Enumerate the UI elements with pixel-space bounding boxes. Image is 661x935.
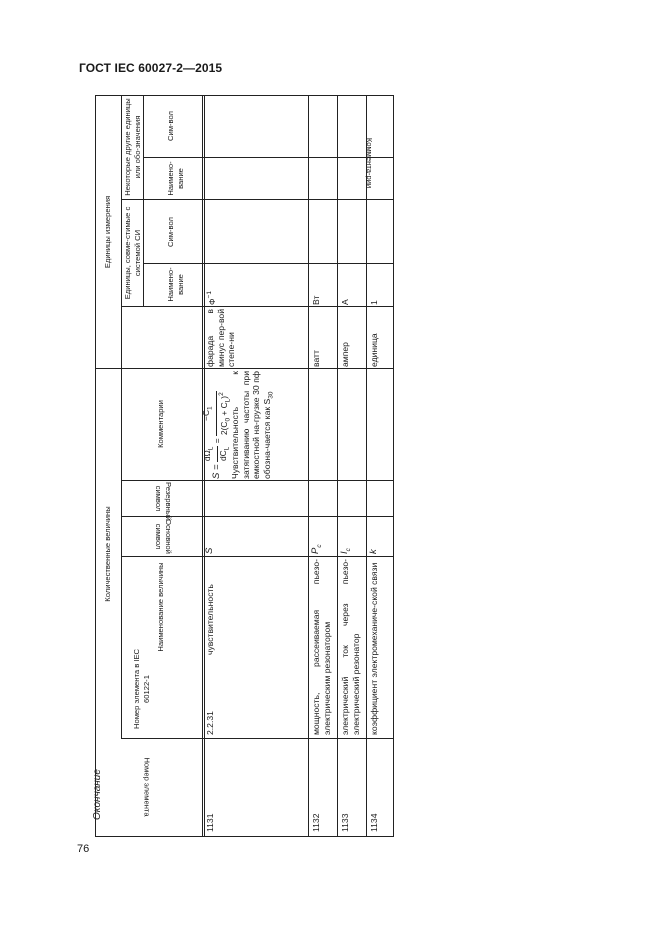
header-units: Единицы измерения — [103, 195, 112, 269]
frac2-denominator-sub0: 0 — [224, 417, 232, 422]
header-element-number: Номер элемента — [142, 757, 152, 817]
header-si-unit-symbol: Сим-вол — [166, 217, 175, 247]
header-main-symbol: Основной символ — [154, 519, 173, 554]
header-other-unit-symbol: Сим-вол — [166, 111, 175, 141]
header-other-units: Некоторые другие единицы или обо-значения — [123, 98, 142, 196]
table-row-1133-quantity-name: электрический ток через пьезо-электрический резонатор — [340, 559, 361, 735]
header-iec-number: Номер элемента в IEC 60122-1 — [132, 649, 151, 730]
table-row-1133-si-unit-name: ампер — [340, 342, 350, 367]
column-divider — [121, 306, 394, 307]
main-symbol-sub: c — [315, 544, 323, 548]
column-divider — [121, 480, 394, 481]
table-row-1133-si-unit-symbol: А — [340, 299, 350, 305]
header-quantities: Количественные величины — [103, 506, 112, 602]
table-row-1132-si-unit-symbol: Вт — [311, 295, 321, 305]
table-row-1131-si-unit-name: фарада в минус пер-вой степе-ни — [205, 309, 236, 367]
table-row-1134-quantity-name: коэффициент электромеханиче-ской связи — [369, 562, 379, 735]
column-divider — [121, 199, 394, 200]
table-row-1132-main-symbol — [311, 519, 325, 554]
formula-fraction-2 — [201, 391, 233, 436]
header-si-unit-name: Наимено-вание — [166, 267, 185, 302]
table-row-1132-element-number: 1132 — [311, 813, 321, 832]
frac2-denominator-sup: 2 — [217, 392, 225, 396]
formula-equals: = — [212, 438, 222, 444]
main-symbol: P — [310, 547, 321, 554]
table-row-1131-si-unit-symbol — [205, 265, 217, 305]
comment-text-sub: 30 — [267, 391, 275, 399]
header-quantity-name: Наименование величины — [156, 562, 165, 652]
main-symbol: I — [339, 551, 350, 554]
column-divider — [121, 738, 394, 739]
row-divider — [337, 95, 338, 836]
group-divider — [96, 368, 394, 369]
frac1-numerator-sub: L — [207, 446, 215, 451]
header-comments: Комментарии — [156, 400, 165, 448]
header-other-unit-name: Наимено-вание — [166, 161, 185, 196]
table-row-1133-main-symbol — [340, 519, 354, 554]
table-row-1131-quantity-name: чувствительность — [205, 584, 215, 655]
formula-lhs: S = — [211, 464, 222, 479]
table-row-1131-formula — [200, 369, 232, 479]
table-row-1131-element-number: 1131 — [205, 813, 215, 832]
si-unit-symbol: Ф — [206, 298, 217, 305]
column-divider — [121, 556, 394, 557]
table-row-1132-si-unit-name: ватт — [311, 350, 321, 367]
header-divider — [143, 95, 144, 307]
table-row-1134-element-number: 1134 — [369, 813, 379, 832]
table-row-1132-quantity-name: мощность, рассеиваемая пьезо-электрическим резонатором — [311, 559, 332, 735]
page-number: 76 — [77, 843, 90, 855]
formula-fraction-1 — [202, 446, 232, 463]
header-reserve-symbol: Резервный символ — [154, 482, 173, 521]
row-divider — [308, 95, 309, 836]
frac2-denominator-subL: L — [224, 398, 232, 403]
si-unit-symbol-sup: −1 — [206, 291, 213, 299]
frac2-denominator-end: ) — [218, 395, 229, 399]
units-table — [95, 95, 394, 837]
table-row-1131-comment — [230, 371, 277, 479]
frac1-numerator: dΩ — [201, 450, 212, 462]
main-symbol-sub: c — [344, 548, 352, 552]
comment-text: Чувствительность к затягиванию частоты при емкостной на-грузке 30 пф обозна-чается как S — [230, 371, 272, 479]
header-si-units: Единицы, совме-стимые с системой СИ — [123, 206, 142, 300]
standard-title: ГОСТ IEC 60027-2—2015 — [79, 61, 223, 75]
header-divider — [121, 95, 122, 739]
frac2-denominator-mid: + C — [218, 402, 229, 418]
frac1-denominator: dC — [217, 450, 228, 462]
table-row-1133-element-number: 1133 — [340, 813, 350, 832]
table-row-1134-si-unit-name: единица — [369, 333, 379, 367]
frac2-numerator: −C — [200, 409, 211, 421]
frac2-numerator-sub: 1 — [206, 406, 214, 410]
table-row-1134-main-symbol: k — [368, 549, 379, 554]
continuation-label: Окончание — [92, 769, 103, 820]
frac2-denominator: 2(C — [218, 421, 229, 436]
table-row-1131-iec-number: 2.2.31 — [205, 711, 215, 735]
column-divider — [121, 516, 394, 517]
table-row-1134-si-unit-symbol: 1 — [369, 300, 379, 305]
table-row-1131-main-symbol: S — [204, 547, 215, 554]
header-unit-comments: Коммента-рии — [365, 137, 374, 189]
frac1-denominator-sub: L — [223, 446, 231, 451]
